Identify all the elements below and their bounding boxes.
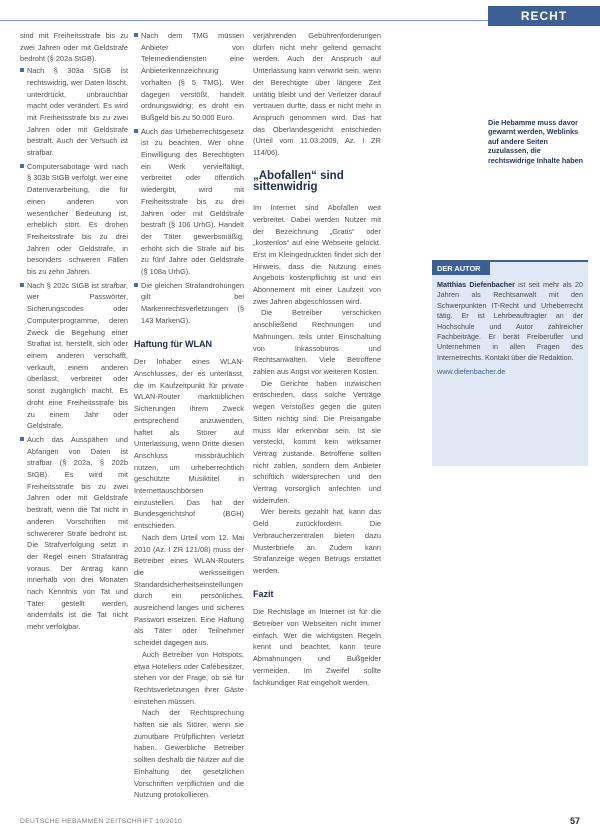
col1-bullet: Nach § 202c StGB ist strafbar, wer Passwörter, Sicherungscodes oder Computerprogramme, deren Zweck die Begehung einer Straftat ist, herstellt, sich oder einem anderen verschafft, verkauft, einem anderen überlässt, verbreitet oder sonst zugänglich macht. Es droht eine Freiheitsstrafe bis zu einem Jahr oder Geldstrafe. bbox=[20, 280, 128, 432]
bullet-icon bbox=[134, 129, 138, 133]
col3-para: Wer bereits gezahlt hat, kann das Geld zurückfordern. Die Verbraucherzentralen bieten dazu Musterbriefe an. Zudem kann Strafanzeige wegen Betrugs erstattet werden. bbox=[253, 507, 381, 575]
col3-intro: verjährenden Gebührenforderungen dürfen nicht mehr geltend gemacht werden. Auch der Anspruch auf Unterlassung kann verwirkt sein, wenn der Berechtigte über längere Zeit untätig bleibt und der Verletzer darauf vertrauen durfte, dass er nicht mehr in Anspruch genommen wird. Das hat das Oberlandesgericht entschieden (Urteil vom 11.03.2009, Az. I ZR 114/06). bbox=[253, 31, 381, 158]
col1-bullet: Computersabotage wird nach § 303b StGB verfolgt, wer eine Datenverarbeitung, die für einen anderen von wesentlicher Bedeutung ist, erheblich stört. Es drohen Freiheitsstrafe bis zu drei Jahren oder Geldstrafe, in besonders schweren Fällen bis zu zehn Jahren. bbox=[20, 161, 128, 278]
bullet-icon bbox=[20, 68, 24, 72]
col2-bullet: Die gleichen Strafandrohungen gilt bei Markenrechtsverletzungen (§ 143 MarkenG). bbox=[134, 280, 244, 327]
column-3 bbox=[253, 30, 381, 688]
page-number: 57 bbox=[569, 816, 580, 826]
author-name: Matthias Diefenbacher bbox=[437, 280, 515, 289]
author-bio-block bbox=[437, 280, 583, 378]
col1-bullet: Nach § 303a StGB ist rechtswidrig, wer Daten löscht, unterdrückt, unbrauchbar macht oder verändert. Es wird mit Freiheitsstrafe bis zu zwei Jahren oder mit Geldstrafe bestraft. Auch der Versuch ist strafbar. bbox=[20, 65, 128, 159]
col3-para: Die Betreiber verschicken anschließend Rechnungen und Mahnungen, teils unter Einschaltung von Inkassobüros und Rechtsanwälten. Viele Betroffene zahlen aus Angst vor weiteren Kosten. bbox=[253, 308, 381, 376]
col2-bullet: Nach dem TMG müssen Anbieter von Telemediendiensten eine Anbieterkennzeichnung vorhalten (§ 5 TMG). Wer dagegen verstößt, handelt ordnungswidrig; es droht ein Bußgeld bis zu 50.000 Euro. bbox=[134, 30, 244, 124]
bullet-icon bbox=[134, 33, 138, 37]
bullet-icon bbox=[134, 283, 138, 287]
col2-para: Auch Betreiber von Hotspots, etwa Hoteliers oder Cafébesitzer, stehen vor der Frage, ob sie für Rechtsverletzungen ihrer Gäste einstehen müssen. bbox=[134, 649, 244, 706]
fazit-heading: Fazit bbox=[253, 588, 274, 599]
author-url[interactable]: www.diefenbacher.de bbox=[437, 367, 506, 377]
col2-bullet: Auch das Urheberrechtsgesetz ist zu beachten. Wer ohne Einwilligung des Berechtigten ein Werk vervielfältigt, verbreitet oder öffentlich wiedergibt, wird mit Freiheitsstrafe bis zu drei Jahren oder mit Geldstrafe bestraft (§ 106 UrhG). Handelt der Täter gewerbsmäßig, erhöht sich die Strafe auf bis zu fünf Jahre oder Geldstrafe (§ 108a UrhG). bbox=[134, 126, 244, 278]
section-tab: RECHT bbox=[488, 6, 600, 26]
col1-bullet: Auch das Ausspähen und Abfangen von Daten ist strafbar (§ 202a, § 202b StGB). Es wird mit Freiheitsstrafe bis zu zwei Jahren oder mit Geldstrafe bestraft, wenn die Tat nicht in anderen Vorschriften mit schwererer Strafe bedroht ist. Die Strafverfolgung setzt in der Regel einen Strafantrag voraus. Der Antrag kann innerhalb von drei Monaten nach Kenntnis von Tat und Täter gestellt werden, andernfalls ist die Tat nicht mehr verfolgbar. bbox=[20, 434, 128, 633]
col1-intro: sind mit Freiheitsstrafe bis zu zwei Jahren oder mit Geldstrafe bedroht (§ 202a StGB). bbox=[20, 31, 128, 64]
col2-para: Der Inhaber eines WLAN-Anschlusses, der es unterlässt, die im Kaufzeitpunkt für private WLAN-Router marktüblichen Sicherungen ihrem Zweck entsprechend anzuwenden, haftet als Störer auf Unterlassung, wenn Dritte diesen Anschluss missbräuchlich nutzen, um urheberrechtlich geschützte Musiktitel in Internettauschbörsen einzustellen. Das hat der Bundesgerichtshof (BGH) entschieden. bbox=[134, 357, 244, 531]
magazine-name: DEUTSCHE HEBAMMEN ZEITSCHRIFT 10/2010 bbox=[20, 818, 183, 825]
pull-quote: Die Hebamme muss davor gewarnt werden, Weblinks auf andere Seiten zuzulassen, die rechtswidrige Inhalte haben bbox=[488, 118, 584, 165]
col2-para: Nach dem Urteil vom 12. Mai 2010 (Az. I ZR 121/08) muss der Betreiber eines WLAN-Routers die werksseitigen Standardsicherheitseinstellungen durch ein persönliches, ausreichend langes und sicheres Passwort ersetzen. Eine Haftung als Täter oder Teilnehmer scheidet dagegen aus. bbox=[134, 532, 244, 648]
bullet-icon bbox=[20, 437, 24, 441]
col2-para: Nach der Rechtsprechung haften sie als Störer, wenn sie zumutbare Prüfpflichten verletzt haben. Gewerbliche Betreiber sollten deshalb die Nutzer auf die Einhaltung der gesetzlichen Vorschriften verpflichten und die Nutzung protokollieren. bbox=[134, 708, 244, 800]
bullet-icon bbox=[20, 283, 24, 287]
column-2 bbox=[134, 30, 244, 801]
column-1 bbox=[20, 30, 128, 635]
author-label: DER AUTOR bbox=[432, 262, 490, 275]
abofallen-heading: „Abofallen“ sind sittenwidrig bbox=[253, 169, 344, 194]
bullet-icon bbox=[20, 164, 24, 168]
page-footer bbox=[0, 810, 600, 835]
author-box bbox=[432, 260, 588, 466]
fazit-text: Die Rechtslage im Internet ist für die Betreiber von Webseiten nicht immer einfach. Wer die wichtigsten Regeln kennt und beachtet, kann teure Abmahnungen und Bußgelder vermeiden. Im Zweifel sollte fachkundiger Rat eingeholt werden. bbox=[253, 607, 381, 687]
col3-para: Die Gerichte haben inzwischen entschieden, dass solche Verträge wegen Verstoßes gegen die guten Sitten nichtig sind. Die Preisangabe muss klar erkennbar sein. Ist sie versteckt, kommt kein wirksamer Vertrag zustande. Betroffene sollten nicht zahlen, sondern dem Anbieter schriftlich widersprechen und den Vertrag vorsorglich anfechten und widerrufen. bbox=[253, 378, 381, 505]
wlan-heading: Haftung für WLAN bbox=[134, 338, 212, 349]
author-bio: ist seit mehr als 20 Jahren als Rechtsanwalt mit den Schwerpunkten IT-Recht und Urheberrecht tätig. Er ist Lehrbeauftragter an der Hochschule und Autor zahlreicher Fachbeiträge. Er berät Freiberufler und Unternehmen in allen Fragen des Internetrechts. Kontakt über die Redaktion. bbox=[437, 280, 584, 362]
col3-para: Im Internet sind Abofallen weit verbreitet. Dabei werden Nutzer mit der Bezeichnung „Gratis“ oder „kostenlos“ auf eine Webseite gelockt. Erst im Kleingedruckten findet sich der Hinweis, dass die Nutzung eines Angebots kostenpflichtig ist und ein Abonnement mit einer Laufzeit von zwei Jahren abgeschlossen wird. bbox=[253, 203, 381, 306]
